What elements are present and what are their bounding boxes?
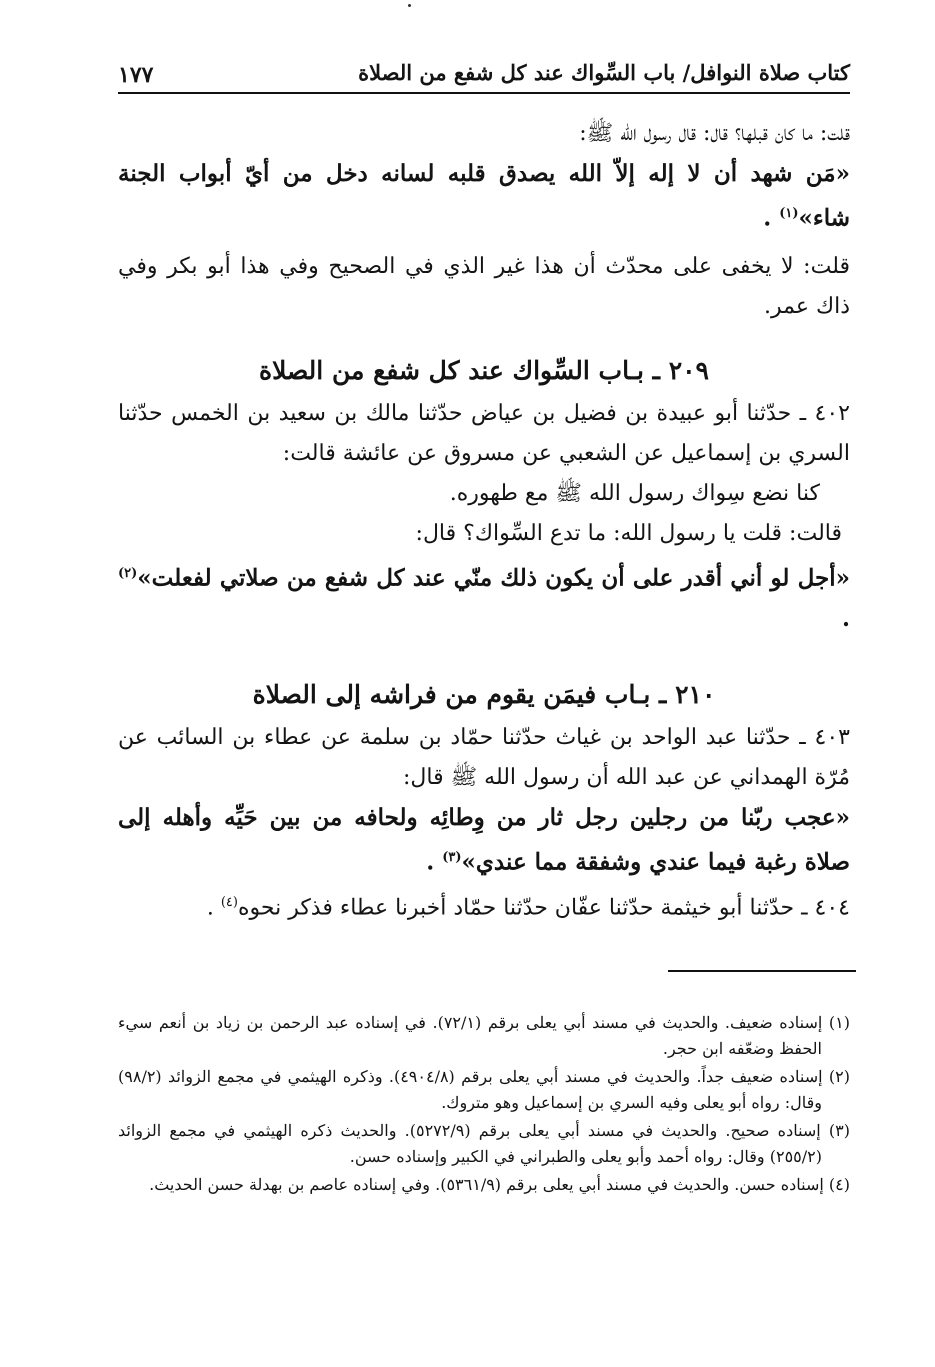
chapter-heading-209: ٢٠٩ ـ بـاب السِّواك عند كل شفع من الصلاة	[258, 356, 709, 385]
chapter-heading-210: ٢١٠ ـ بـاب فيمَن يقوم من فراشه إلى الصلاة	[252, 680, 716, 709]
hadith-403-isnad: ٤٠٣ ـ حدّثنا عبد الواحد بن غياث حدّثنا حمّاد بن سلمة عن عطاء بن السائب عن مُرّة الهمداني عن عبد الله أن رسول الله ﷺ قال:	[118, 725, 850, 790]
main-text-block-3	[118, 672, 850, 928]
hadith-402-isnad: ٤٠٢ ـ حدّثنا أبو عبيدة بن فضيل بن عياض حدّثنا مالك بن سعيد بن الخمس حدّثنا السري بن إسماعيل عن الشعبي عن مسروق عن عائشة قالت:	[118, 401, 850, 466]
hadith-text-3: «عجب ربّنا من رجلين رجل ثار من وِطائِه ولحافه من بين حَيِّه وأهله إلى صلاة رغبة فيما عندي وشفقة مما عندي»$^{(٣)}$ .	[118, 804, 850, 876]
footnote-3: (٣) إسناده صحيح. والحديث في مسند أبي يعلى برقم (٥٢٧٢/٩). والحديث ذكره الهيثمي في مجمع الزوائد (٢٥٥/٢) وقال: رواه أحمد وأبو يعلى والطبراني في الكبير وإسناده حسن.	[118, 1121, 850, 1166]
main-text-block-1	[118, 114, 850, 327]
hadith-text-2: «أجل لو أني أقدر على أن يكون ذلك منّي عند كل شفع من صلاتي لفعلت»$^{(٢)}$ .	[118, 564, 850, 632]
footnotes-section	[118, 1010, 850, 1200]
header-divider	[118, 92, 850, 94]
footnote-2: (٢) إسناده ضعيف جداً. والحديث في مسند أبي يعلى برقم (٤٩٠٤/٨). وذكره الهيثمي في مجمع الزوائد (٩٨/٢) وقال: رواه أبو يعلى وفيه السري بن إسماعيل وهو متروك.	[118, 1067, 850, 1112]
hadith-402-question: قالت: قلت يا رسول الله: ما تدع السِّواك؟ قال:	[415, 521, 842, 546]
hadith-1-text: «مَن شهد أن لا إله إلاّ الله يصدق قلبه لسانه دخل من أيّ أبواب الجنة شاء»	[118, 160, 850, 232]
footnote-divider	[668, 970, 856, 972]
paragraph-qult-1: قلت: ما كان قبلها؟ قال: قال رسول الله ﷺ:	[579, 121, 850, 146]
hadith-3-text: «عجب ربّنا من رجلين رجل ثار من وِطائِه ولحافه من بين حَيِّه وأهله إلى صلاة رغبة فيما عندي وشفقة مما عندي»	[118, 804, 850, 876]
footnote-ref-4: (٤)	[220, 894, 238, 910]
hadith-402-matn: كنا نضع سِواك رسول الله ﷺ مع طهوره.	[449, 481, 820, 506]
footnote-4: (٤) إسناده حسن. والحديث في مسند أبي يعلى برقم (٥٣٦١/٩). وفي إسناده عاصم بن بهدلة حسن الحديث.	[149, 1175, 850, 1194]
page-number: ١٧٧	[118, 62, 154, 88]
scan-speck	[408, 4, 411, 7]
footnote-1: (١) إسناده ضعيف. والحديث في مسند أبي يعلى برقم (٧٢/١). في إسناده عبد الرحمن بن زياد بن أنعم سيء الحفظ وضعّفه ابن حجر.	[118, 1013, 850, 1058]
running-header-title: كتاب صلاة النوافل/ باب السِّواك عند كل شفع من الصلاة	[358, 60, 850, 85]
hadith-404: ٤٠٤ ـ حدّثنا أبو خيثمة حدّثنا عفّان حدّثنا حمّاد أخبرنا عطاء فذكر نحوه$^{(٤)}$ .	[206, 894, 850, 920]
main-text-block-2	[118, 348, 850, 639]
footnote-ref-3: (٣)	[442, 850, 462, 865]
paragraph-qult-2: قلت: لا يخفى على محدّث أن هذا غير الذي في الصحيح وفي هذا أبو بكر وفي ذاك عمر.	[118, 253, 850, 319]
hadith-2-text: «أجل لو أني أقدر على أن يكون ذلك منّي عند كل شفع من صلاتي لفعلت»	[137, 564, 850, 592]
hadith-404-text: ٤٠٤ ـ حدّثنا أبو خيثمة حدّثنا عفّان حدّثنا حمّاد أخبرنا عطاء فذكر نحوه	[237, 894, 850, 920]
footnote-ref-2: (٢)	[118, 566, 138, 581]
hadith-text-1: «مَن شهد أن لا إله إلاّ الله يصدق قلبه لسانه دخل من أيّ أبواب الجنة شاء»$^{(١)}$ .	[118, 160, 850, 232]
footnote-ref-1: (١)	[779, 206, 799, 221]
